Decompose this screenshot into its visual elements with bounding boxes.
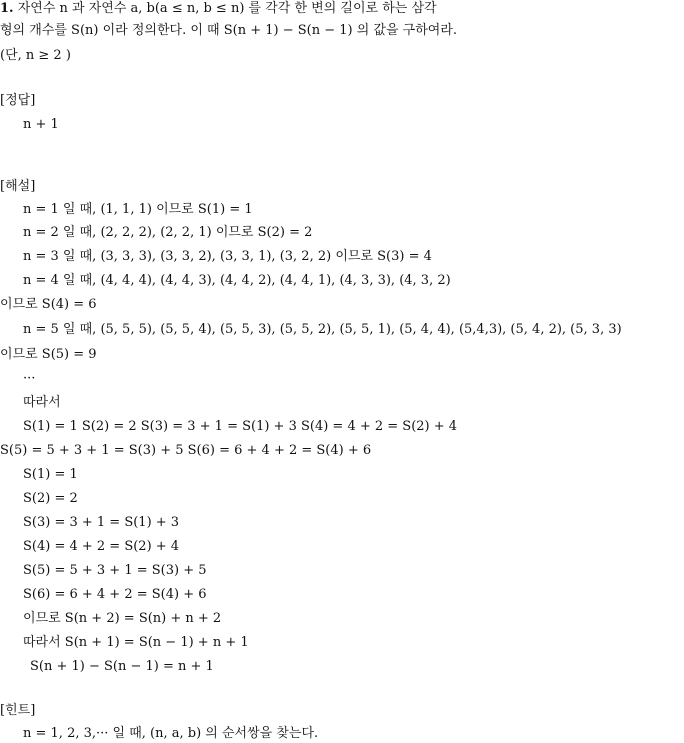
solution-ellipsis: ··· bbox=[23, 371, 36, 386]
problem-line-3: (단, n ≥ 2 ) bbox=[0, 48, 71, 63]
solution-line: 이므로 S(4) = 6 bbox=[0, 297, 97, 312]
problem-line-2: 형의 개수를 S(n) 이라 정의한다. 이 때 S(n + 1) − S(n − 1) 의 값을 구하여라. bbox=[0, 23, 458, 38]
solution-line: S(5) = 5 + 3 + 1 = S(3) + 5 bbox=[23, 563, 207, 578]
solution-line: S(3) = 3 + 1 = S(1) + 3 bbox=[23, 515, 180, 530]
hint-header: [힌트] bbox=[0, 703, 36, 718]
solution-line: n = 1 일 때, (1, 1, 1) 이므로 S(1) = 1 bbox=[23, 202, 253, 217]
solution-line: 이므로 S(n + 2) = S(n) + n + 2 bbox=[23, 611, 222, 626]
solution-line: n = 2 일 때, (2, 2, 2), (2, 2, 1) 이므로 S(2) = 2 bbox=[23, 225, 313, 240]
solution-line: S(6) = 6 + 4 + 2 = S(4) + 6 bbox=[23, 587, 207, 602]
solution-line: S(5) = 5 + 3 + 1 = S(3) + 5 S(6) = 6 + 4 + 2 = S(4) + 6 bbox=[0, 443, 372, 458]
solution-conclusion: S(n + 1) − S(n − 1) = n + 1 bbox=[30, 659, 214, 674]
answer-value: n + 1 bbox=[23, 117, 59, 132]
solution-header: [해설] bbox=[0, 179, 36, 194]
solution-line: n = 5 일 때, (5, 5, 5), (5, 5, 4), (5, 5, 3), (5, 5, 2), (5, 5, 1), (5, 4, 4), (5,4,3), (5, 4, 2), (5, 3, 3) bbox=[23, 322, 622, 337]
solution-line: 따라서 S(n + 1) = S(n − 1) + n + 1 bbox=[23, 635, 249, 650]
solution-line: n = 4 일 때, (4, 4, 4), (4, 4, 3), (4, 4, 2), (4, 4, 1), (4, 3, 3), (4, 3, 2) bbox=[23, 273, 451, 288]
answer-header: [정답] bbox=[0, 93, 36, 108]
solution-line: n = 3 일 때, (3, 3, 3), (3, 3, 2), (3, 3, 1), (3, 2, 2) 이므로 S(3) = 4 bbox=[23, 249, 432, 264]
hint-line: n = 1, 2, 3,··· 일 때, (n, a, b) 의 순서쌍을 찾는다. bbox=[23, 726, 319, 741]
solution-line: S(4) = 4 + 2 = S(2) + 4 bbox=[23, 539, 180, 554]
problem-number: 1. bbox=[0, 1, 14, 16]
problem-line-1: 자연수 n 과 자연수 a, b(a ≤ n, b ≤ n) 를 각각 한 변의 길이로 하는 삼각 bbox=[17, 1, 437, 16]
solution-line: 따라서 bbox=[23, 395, 61, 410]
solution-line: 이므로 S(5) = 9 bbox=[0, 347, 97, 362]
solution-line: S(1) = 1 bbox=[23, 467, 78, 482]
solution-line: S(1) = 1 S(2) = 2 S(3) = 3 + 1 = S(1) + 3 S(4) = 4 + 2 = S(2) + 4 bbox=[23, 419, 458, 434]
solution-line: S(2) = 2 bbox=[23, 491, 78, 506]
